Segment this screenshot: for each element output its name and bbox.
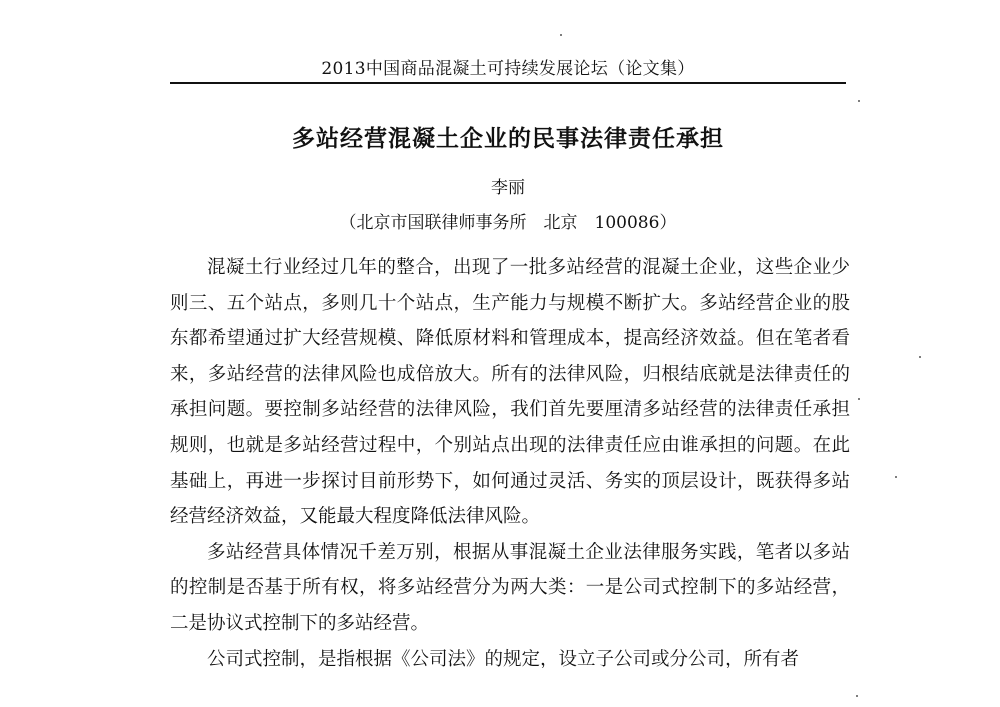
scan-speck bbox=[919, 356, 921, 358]
author-affiliation: （北京市国联律师事务所 北京 100086） bbox=[339, 213, 677, 233]
body-text bbox=[170, 250, 850, 668]
scan-speck bbox=[856, 695, 858, 697]
running-header: 2013中国商品混凝土可持续发展论坛（论文集） bbox=[170, 58, 846, 84]
paragraph-3: 公司式控制，是指根据《公司法》的规定，设立子公司或分公司，所有者 bbox=[207, 648, 800, 668]
author-name: 李丽 bbox=[491, 178, 525, 198]
scan-speck bbox=[858, 398, 860, 400]
scan-speck bbox=[895, 476, 897, 478]
paragraph-1: 混凝土行业经过几年的整合，出现了一批多站经营的混凝土企业，这些企业少则三、五个站点，多则几十个站点，生产能力与规模不断扩大。多站经营企业的股东都希望通过扩大经营规模、降低原材料和管理成本，提高经济效益。但在笔者看来，多站经营的法律风险也成倍放大。所有的法律风险，归根结底就是法律责任的承担问题。要控制多站经营的法律风险，我们首先要厘清多站经营的法律责任承担规则，也就是多站经营过程中，个别站点出现的法律责任应由谁承担的问题。在此基础上，再进一步探讨目前形势下，如何通过灵活、务实的顶层设计，既获得多站经营经济效益，又能最大程度降低法律风险。 bbox=[170, 257, 850, 528]
paragraph-2: 多站经营具体情况千差万别，根据从事混凝土企业法律服务实践，笔者以多站的控制是否基于所有权，将多站经营分为两大类：一是公司式控制下的多站经营，二是协议式控制下的多站经营。 bbox=[170, 541, 850, 634]
scan-speck bbox=[858, 100, 860, 102]
scan-speck bbox=[560, 34, 562, 36]
paper-title: 多站经营混凝土企业的民事法律责任承担 bbox=[292, 126, 724, 152]
